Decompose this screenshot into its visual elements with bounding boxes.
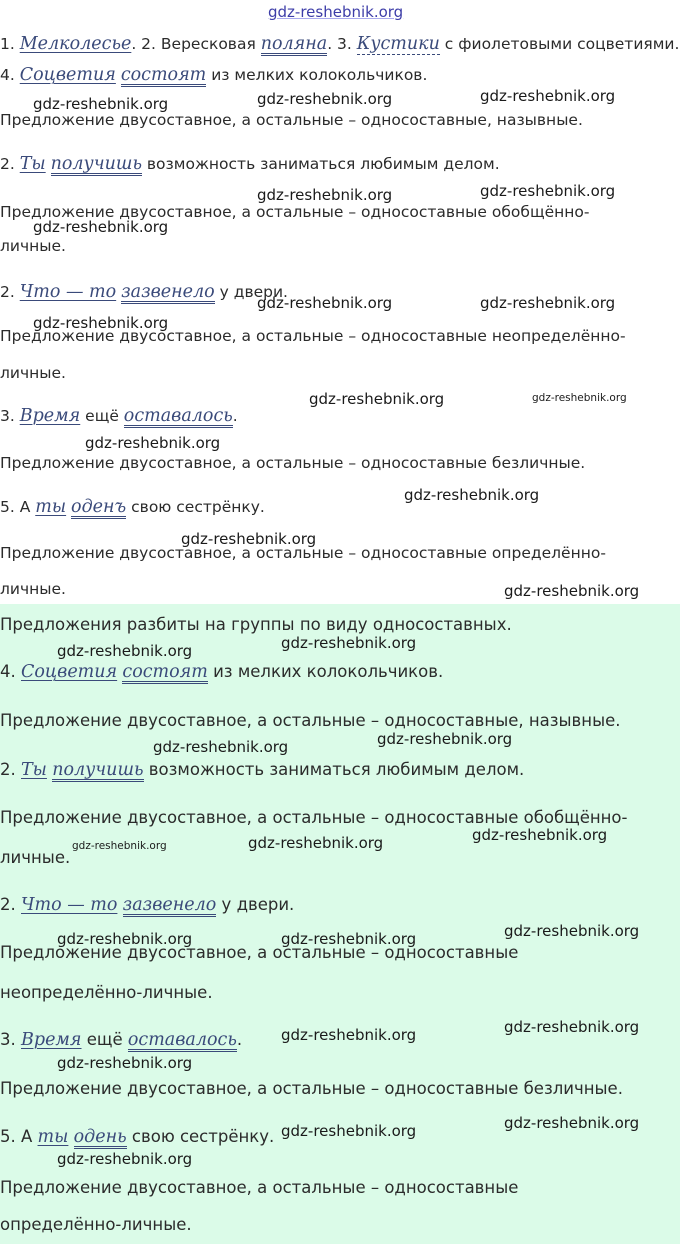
watermark: gdz-reshebnik.org xyxy=(57,1054,193,1072)
site-header-link[interactable]: gdz-reshebnik.org xyxy=(268,3,404,21)
answer-sentence-3: 2. Что — то зазвенело у двери. xyxy=(0,895,295,915)
watermark: gdz-reshebnik.org xyxy=(532,392,627,404)
answer-explanation-2b: личные. xyxy=(0,848,71,867)
answer-explanation-5b: определённо-личные. xyxy=(0,1215,192,1234)
explanation-3a: Предложение двусоставное, а остальные – односоставные неопределённо- xyxy=(0,327,626,345)
answer-explanation-1: Предложение двусоставное, а остальные – односоставные, назывные. xyxy=(0,711,621,730)
watermark: gdz-reshebnik.org xyxy=(33,314,169,332)
watermark: gdz-reshebnik.org xyxy=(377,730,513,748)
watermark: gdz-reshebnik.org xyxy=(153,738,289,756)
watermark: gdz-reshebnik.org xyxy=(504,1114,640,1132)
sentence-line-3: 2. Ты получишь возможность заниматься любимым делом. xyxy=(0,154,500,174)
explanation-1: Предложение двусоставное, а остальные – односоставные, назывные. xyxy=(0,111,583,129)
answer-sentence-1: 4. Соцветия состоят из мелких колокольчиков. xyxy=(0,662,444,682)
explanation-2a: Предложение двусоставное, а остальные – односоставные обобщённо- xyxy=(0,203,590,221)
watermark: gdz-reshebnik.org xyxy=(33,95,169,113)
watermark: gdz-reshebnik.org xyxy=(57,642,193,660)
watermark: gdz-reshebnik.org xyxy=(281,1026,417,1044)
watermark: gdz-reshebnik.org xyxy=(57,1150,193,1168)
watermark: gdz-reshebnik.org xyxy=(480,182,616,200)
answer-sentence-4: 3. Время ещё оставалось. xyxy=(0,1030,243,1050)
answer-sentence-5: 5. А ты одень свою сестрёнку. xyxy=(0,1127,275,1147)
watermark: gdz-reshebnik.org xyxy=(404,486,540,504)
answer-explanation-4: Предложение двусоставное, а остальные – односоставные безличные. xyxy=(0,1079,623,1098)
explanation-3b: личные. xyxy=(0,364,66,382)
watermark: gdz-reshebnik.org xyxy=(257,294,393,312)
answer-intro: Предложения разбиты на группы по виду односоставных. xyxy=(0,615,512,634)
explanation-5b: личные. xyxy=(0,580,66,598)
explanation-4: Предложение двусоставное, а остальные – односоставные безличные. xyxy=(0,454,586,472)
answer-sentence-2: 2. Ты получишь возможность заниматься любимым делом. xyxy=(0,760,525,780)
answer-explanation-3b: неопределённо-личные. xyxy=(0,983,213,1002)
watermark: gdz-reshebnik.org xyxy=(309,390,445,408)
watermark: gdz-reshebnik.org xyxy=(33,218,169,236)
watermark: gdz-reshebnik.org xyxy=(257,186,393,204)
sentence-line-5: 3. Время ещё оставалось. xyxy=(0,406,238,426)
watermark: gdz-reshebnik.org xyxy=(281,1122,417,1140)
watermark: gdz-reshebnik.org xyxy=(181,530,317,548)
explanation-2b: личные. xyxy=(0,237,66,255)
watermark: gdz-reshebnik.org xyxy=(57,930,193,948)
watermark: gdz-reshebnik.org xyxy=(72,840,167,852)
watermark: gdz-reshebnik.org xyxy=(504,582,640,600)
watermark: gdz-reshebnik.org xyxy=(85,434,221,452)
watermark: gdz-reshebnik.org xyxy=(480,294,616,312)
watermark: gdz-reshebnik.org xyxy=(281,634,417,652)
watermark: gdz-reshebnik.org xyxy=(480,87,616,105)
answer-explanation-2a: Предложение двусоставное, а остальные – односоставные обобщённо- xyxy=(0,808,628,827)
sentence-line-6: 5. А ты оденъ свою сестрёнку. xyxy=(0,497,265,517)
sentence-line-4: 2. Что — то зазвенело у двери. xyxy=(0,282,288,302)
watermark: gdz-reshebnik.org xyxy=(248,834,384,852)
sentence-line-2: 4. Соцветия состоят из мелких колокольчиков. xyxy=(0,65,428,85)
sentence-line-1: 1. Мелколесье. 2. Вересковая поляна. 3. Кустики с фиолетовыми соцветиями. xyxy=(0,34,680,54)
watermark: gdz-reshebnik.org xyxy=(281,930,417,948)
watermark: gdz-reshebnik.org xyxy=(504,1018,640,1036)
watermark: gdz-reshebnik.org xyxy=(504,922,640,940)
explanation-5a: Предложение двусоставное, а остальные – односоставные определённо- xyxy=(0,544,606,562)
watermark: gdz-reshebnik.org xyxy=(257,90,393,108)
watermark: gdz-reshebnik.org xyxy=(472,826,608,844)
answer-explanation-3a: Предложение двусоставное, а остальные – односоставные xyxy=(0,943,519,962)
answer-explanation-5a: Предложение двусоставное, а остальные – односоставные xyxy=(0,1178,519,1197)
